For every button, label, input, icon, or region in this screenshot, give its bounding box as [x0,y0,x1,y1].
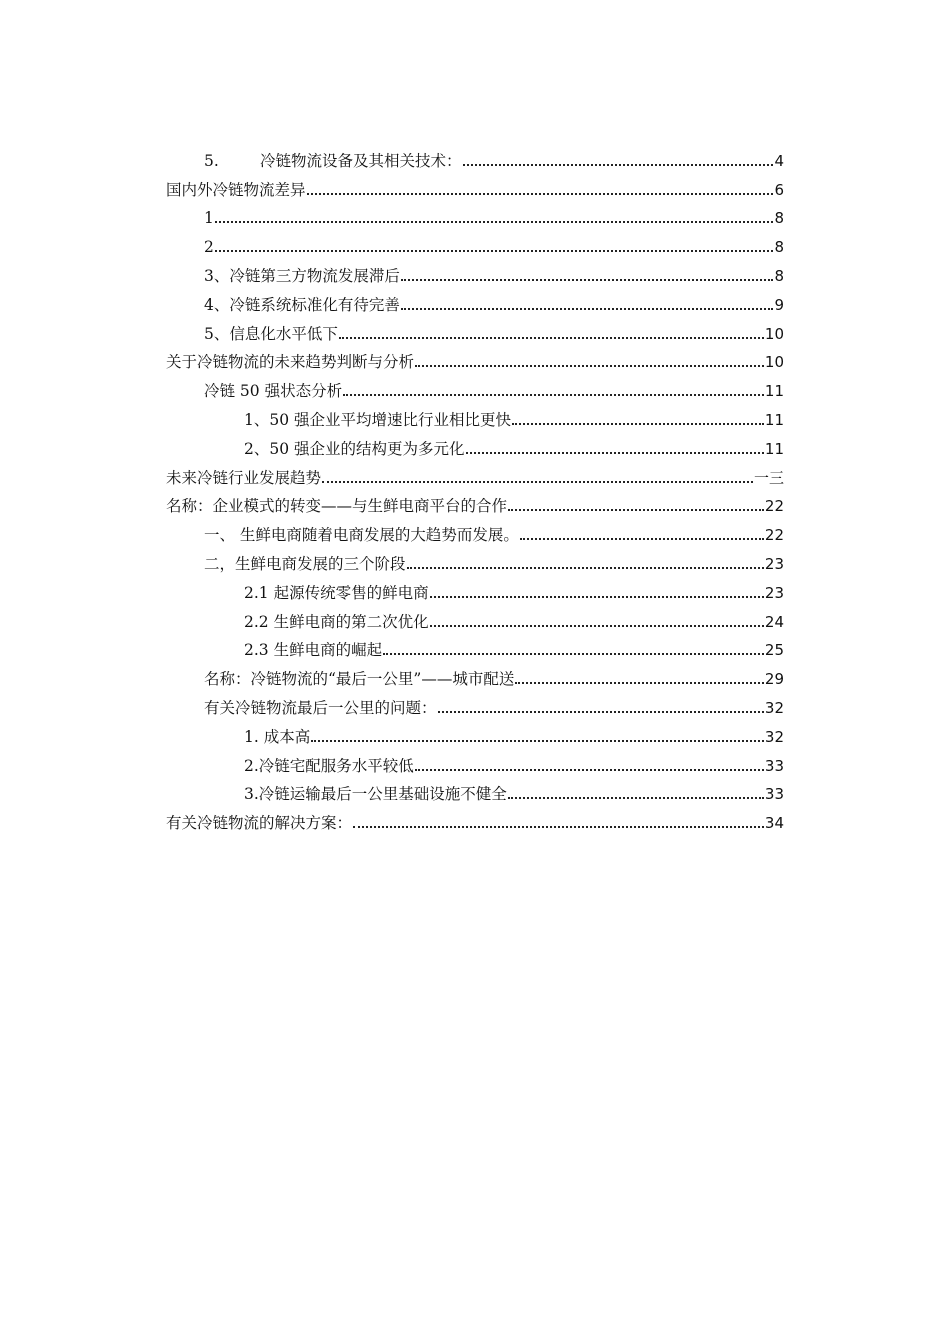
toc-entry[interactable] [166,488,784,517]
toc-leader-dots [508,509,764,511]
toc-leader-dots [307,193,774,195]
toc-entry[interactable] [166,718,784,747]
toc-leader-dots [401,279,774,281]
toc-entry-title: 1 [204,209,214,228]
toc-entry-title: 未来冷链行业发展趋势 [166,468,322,487]
toc-leader-dots [463,164,774,166]
toc-entry-title: 有关冷链物流的解决方案： [166,814,353,833]
toc-entry-page: 25 [764,641,784,660]
toc-entry[interactable] [166,689,784,718]
toc-leader-dots [430,625,764,627]
toc-entry-title: 2.3 生鲜电商的崛起 [244,641,383,660]
toc-entry-title: 二，生鲜电商发展的三个阶段 [204,554,406,573]
toc-entry[interactable] [166,747,784,776]
toc-entry[interactable] [166,603,784,632]
toc-leader-dots [215,221,774,223]
toc-leader-dots [383,653,764,655]
toc-entry-page: 8 [774,209,784,228]
toc-entry-title: 2.冷链宅配服务水平较低 [244,756,414,775]
toc-entry-title: 有关冷链物流最后一公里的问题： [204,698,437,717]
toc-entry-page: 22 [764,526,784,545]
toc-entry-page: 33 [764,785,784,804]
toc-entry[interactable] [166,142,784,171]
toc-leader-dots [322,481,753,483]
toc-entry-title: 5. 冷链物流设备及其相关技术： [204,151,462,170]
toc-leader-dots [466,452,764,454]
toc-leader-dots [343,394,764,396]
toc-leader-dots [508,797,764,799]
toc-entry-page: 11 [764,410,784,429]
toc-entry[interactable] [166,372,784,401]
toc-entry[interactable] [166,632,784,661]
toc-entry[interactable] [166,200,784,229]
toc-entry-page: 23 [764,554,784,573]
toc-entry-page: 23 [764,583,784,602]
toc-entry-title: 国内外冷链物流差异 [166,180,306,199]
toc-leader-dots [215,250,774,252]
toc-entry-title: 2 [204,238,214,257]
toc-entry-title: 2.2 生鲜电商的第二次优化 [244,612,429,631]
toc-entry-title: 名称：冷链物流的“最后一公里”——城市配送 [204,670,515,689]
toc-entry[interactable] [166,257,784,286]
toc-leader-dots [401,308,774,310]
toc-entry-page: 9 [774,295,784,314]
toc-entry-title: 关于冷链物流的未来趋势判断与分析 [166,353,415,372]
toc-entry-title: 名称：企业模式的转变——与生鲜电商平台的合作 [166,497,508,516]
toc-entry[interactable] [166,344,784,373]
toc-entry[interactable] [166,660,784,689]
toc-entry-page: 32 [764,727,784,746]
toc-entry-title: 2、50 强企业的结构更为多元化 [244,439,465,458]
toc-entry[interactable] [166,804,784,833]
toc-leader-dots [339,337,764,339]
toc-entry[interactable] [166,459,784,488]
toc-entry[interactable] [166,516,784,545]
toc-leader-dots [520,538,764,540]
toc-entry-page: 10 [764,324,784,343]
toc-leader-dots [353,826,764,828]
toc-entry[interactable] [166,776,784,805]
toc-entry[interactable] [166,430,784,459]
toc-leader-dots [407,567,764,569]
toc-entry-page: 11 [764,439,784,458]
toc-entry-page: 4 [774,151,784,170]
toc-entry-page: 一三 [753,468,784,487]
toc-leader-dots [415,769,764,771]
toc-entry[interactable] [166,171,784,200]
toc-leader-dots [311,740,764,742]
toc-entry-page: 6 [774,180,784,199]
table-of-contents [166,142,784,833]
toc-entry[interactable] [166,401,784,430]
toc-entry-page: 24 [764,612,784,631]
toc-entry-page: 34 [764,814,784,833]
toc-entry-page: 32 [764,698,784,717]
toc-entry-page: 10 [764,353,784,372]
toc-entry-title: 1. 成本高 [244,727,311,746]
toc-entry-title: 4、冷链系统标准化有待完善 [204,295,400,314]
toc-entry[interactable] [166,286,784,315]
toc-entry-page: 33 [764,756,784,775]
toc-entry[interactable] [166,315,784,344]
toc-entry-page: 8 [774,238,784,257]
toc-entry-title: 一、 生鲜电商随着电商发展的大趋势而发展。 [204,526,519,545]
toc-entry[interactable] [166,545,784,574]
toc-entry-number: 5. [204,151,219,170]
toc-leader-dots [512,423,764,425]
toc-leader-dots [415,365,764,367]
toc-entry[interactable] [166,228,784,257]
toc-entry-page: 11 [764,382,784,401]
toc-entry-page: 22 [764,497,784,516]
toc-leader-dots [515,682,764,684]
toc-entry-title: 5、信息化水平低下 [204,324,338,343]
toc-entry-title: 1、50 强企业平均增速比行业相比更快 [244,410,512,429]
toc-entry-page: 8 [774,266,784,285]
toc-entry-title: 3.冷链运输最后一公里基础设施不健全 [244,785,507,804]
toc-entry-page: 29 [764,670,784,689]
toc-entry[interactable] [166,574,784,603]
toc-leader-dots [430,596,764,598]
toc-entry-title: 3、冷链第三方物流发展滞后 [204,266,400,285]
toc-entry-title: 冷链 50 强状态分析 [204,382,343,401]
toc-entry-title: 2.1 起源传统零售的鲜电商 [244,583,429,602]
toc-leader-dots [438,711,764,713]
